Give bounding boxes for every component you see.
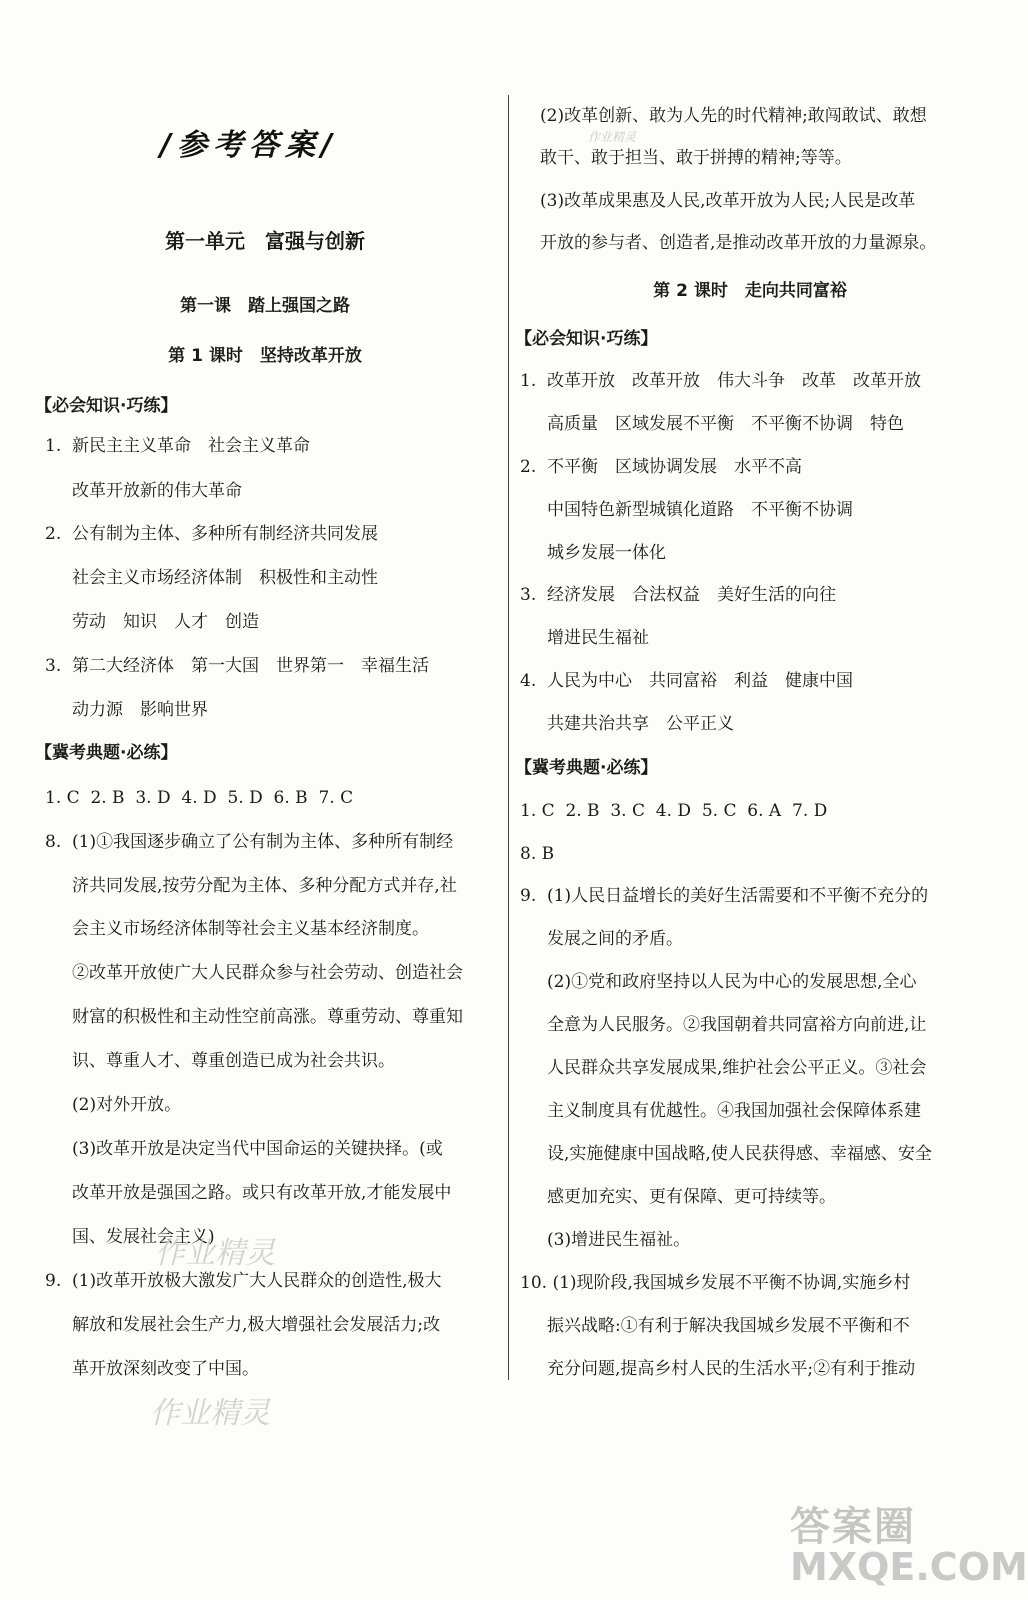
answer-line: 1. 改革开放 改革开放 伟大斗争 改革 改革开放	[520, 371, 922, 391]
section-heading: 【冀考典题·必练】	[515, 758, 658, 778]
answer-line: 人民群众共享发展成果,维护社会公平正义。③社会	[520, 1058, 927, 1078]
answer-line: (3)增进民生福祉。	[520, 1230, 691, 1250]
answer-line: 社会主义市场经济体制 积极性和主动性	[45, 568, 379, 588]
column-divider	[508, 95, 509, 1380]
answer-line: (3)改革成果惠及人民,改革开放为人民;人民是改革	[540, 191, 916, 211]
answer-line: 财富的积极性和主动性空前高涨。尊重劳动、尊重知	[45, 1007, 464, 1027]
answer-line: 高质量 区域发展不平衡 不平衡不协调 特色	[520, 414, 905, 434]
answer-line: 2. 不平衡 区域协调发展 水平不高	[520, 457, 803, 477]
answer-line: 3. 第二大经济体 第一大国 世界第一 幸福生活	[45, 656, 430, 676]
answer-line: 开放的参与者、创造者,是推动改革开放的力量源泉。	[540, 233, 937, 253]
answer-line: 识、尊重人才、尊重创造已成为社会共识。	[45, 1051, 396, 1071]
site-logo-watermark: 答案圈	[790, 1504, 916, 1550]
answer-line: (2)改革创新、敢为人先的时代精神;敢闯敢试、敢想	[540, 106, 927, 126]
answer-line: 充分问题,提高乡村人民的生活水平;②有利于推动	[520, 1359, 916, 1379]
answer-line: 10. (1)现阶段,我国城乡发展不平衡不协调,实施乡村	[520, 1273, 911, 1293]
watermark: 作业精灵	[155, 1236, 275, 1271]
answer-line: (2)①党和政府坚持以人民为中心的发展思想,全心	[520, 972, 917, 992]
answer-line: 解放和发展社会生产力,极大增强社会发展活力;改	[45, 1315, 441, 1335]
answer-line: 2. 公有制为主体、多种所有制经济共同发展	[45, 524, 379, 544]
answer-line: 1. C 2. B 3. C 4. D 5. C 6. A 7. D	[520, 801, 828, 821]
section-heading: 【必会知识·巧练】	[515, 329, 658, 349]
answer-line: 革开放深刻改变了中国。	[45, 1359, 260, 1379]
section-heading: 【冀考典题·必练】	[35, 743, 178, 763]
watermark: 作业精灵	[588, 130, 637, 144]
answer-line: (3)改革开放是决定当代中国命运的关键抉择。(或	[45, 1139, 443, 1159]
answer-line: 感更加充实、更有保障、更可持续等。	[520, 1187, 837, 1207]
page-title: /参考答案/	[160, 128, 338, 163]
answer-line: 改革开放是强国之路。或只有改革开放,才能发展中	[45, 1183, 452, 1203]
answer-line: 1. C 2. B 3. D 4. D 5. D 6. B 7. C	[45, 788, 354, 808]
answer-line: 振兴战略:①有利于解决我国城乡发展不平衡和不	[520, 1316, 910, 1336]
answer-line: 1. 新民主主义革命 社会主义革命	[45, 436, 311, 456]
answer-line: 9. (1)人民日益增长的美好生活需要和不平衡不充分的	[520, 886, 929, 906]
answer-line: 劳动 知识 人才 创造	[45, 612, 260, 632]
answer-line: 城乡发展一体化	[520, 543, 667, 563]
answer-line: (2)对外开放。	[45, 1095, 182, 1115]
answer-line: 动力源 影响世界	[45, 700, 209, 720]
answer-line: 3. 经济发展 合法权益 美好生活的向往	[520, 585, 837, 605]
lesson-heading: 第一课 踏上强国之路	[180, 296, 350, 316]
answer-line: 8. B	[520, 844, 555, 864]
answer-line: 4. 人民为中心 共同富裕 利益 健康中国	[520, 671, 854, 691]
unit-heading: 第一单元 富强与创新	[165, 229, 365, 253]
answer-line: 主义制度具有优越性。④我国加强社会保障体系建	[520, 1101, 922, 1121]
answer-line: 增进民生福祉	[520, 628, 650, 648]
answer-line: 中国特色新型城镇化道路 不平衡不协调	[520, 500, 854, 520]
answer-line: ②改革开放使广大人民群众参与社会劳动、创造社会	[45, 963, 464, 983]
period2-heading: 第 2 课时 走向共同富裕	[653, 281, 847, 301]
watermark: 作业精灵	[150, 1396, 270, 1431]
answer-line: 国、发展社会主义)	[45, 1227, 215, 1247]
answer-line: 共建共治共享 公平正义	[520, 714, 735, 734]
answer-line: 济共同发展,按劳分配为主体、多种分配方式并存,社	[45, 876, 457, 896]
answer-line: 设,实施健康中国战略,使人民获得感、幸福感、安全	[520, 1144, 932, 1164]
answer-line: 会主义市场经济体制等社会主义基本经济制度。	[45, 919, 430, 939]
period1-heading: 第 1 课时 坚持改革开放	[168, 346, 362, 366]
site-url-watermark: MXQE.COM	[790, 1545, 1028, 1589]
section-heading: 【必会知识·巧练】	[35, 396, 178, 416]
answer-line: 改革开放新的伟大革命	[45, 481, 243, 501]
answer-line: 发展之间的矛盾。	[520, 929, 684, 949]
answer-line: 9. (1)改革开放极大激发广大人民群众的创造性,极大	[45, 1271, 442, 1291]
answer-line: 8. (1)①我国逐步确立了公有制为主体、多种所有制经	[45, 832, 454, 852]
answer-line: 全意为人民服务。②我国朝着共同富裕方向前进,让	[520, 1015, 927, 1035]
answer-line: 敢干、敢于担当、敢于拼搏的精神;等等。	[540, 148, 852, 168]
